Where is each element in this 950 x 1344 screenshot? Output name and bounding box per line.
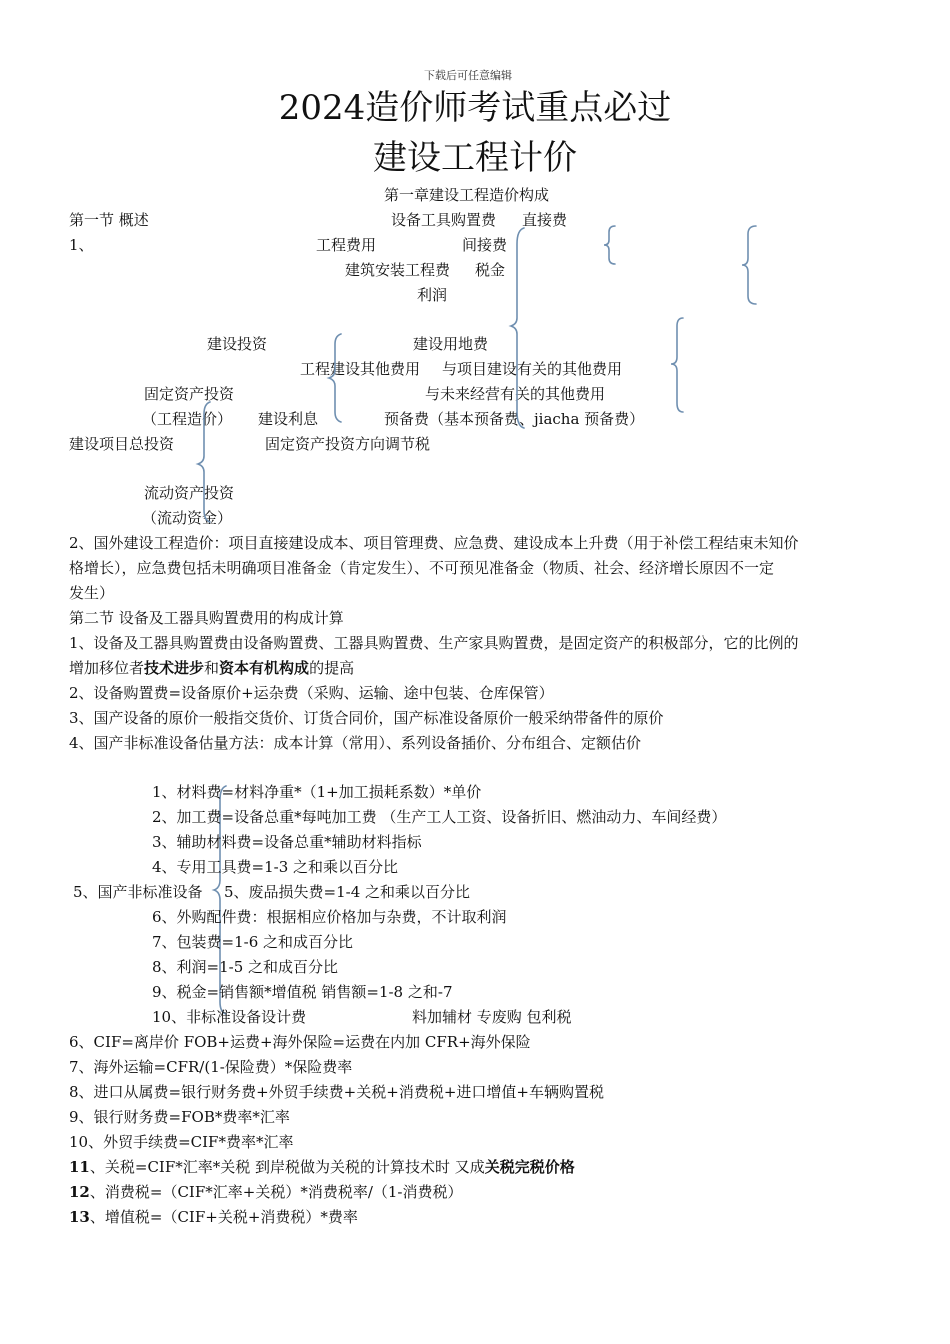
diagram-profit: 利润 (417, 286, 448, 304)
s2-p1-line1: 1、设备及工器具购置费由设备购置费、工器具购置费、生产家具购置费，是固定资产的积极部分，它的比例的 (69, 634, 799, 652)
diagram-reserve: 预备费（基本预备费、jiacha 预备费） (384, 410, 645, 428)
diagram-project-related: 与项目建设有关的其他费用 (442, 360, 623, 378)
s2-p3: 3、国产设备的原价一般指交货价、订货合同价，国产标准设备原价一般采纳带备件的原价 (69, 709, 664, 727)
s2-p1-bold-capital: 资本有机构成 (219, 659, 310, 677)
diagram-current-asset: 流动资产投资 (144, 484, 235, 502)
diagram-adjust-tax: 固定资产投资方向调节税 (265, 435, 431, 453)
s2-p11-bold: 关税完税价格 (484, 1158, 575, 1176)
diagram-total-invest: 建设项目总投资 (69, 435, 175, 453)
brace-direct-fee (604, 226, 615, 264)
s2-p9: 9、银行财务费=FOB*费率*汇率 (69, 1108, 290, 1126)
diagram-engineering-fee: 工程费用 (316, 236, 377, 254)
sub-item-8: 8、利润=1-5 之和成百分比 (152, 958, 339, 976)
diagram-other-fee: 工程建设其他费用 (300, 360, 421, 378)
s2-p11-text: 、关税=CIF*汇率*关税 到岸税做为关税的计算技术时 又成 (89, 1158, 485, 1176)
s2-p1-line2 (69, 658, 354, 678)
item2-line1: 2、国外建设工程造价：项目直接建设成本、项目管理费、应急费、建设成本上升费（用于补偿工程结束未知价 (69, 534, 799, 552)
s2-p12 (69, 1182, 463, 1202)
s2-p2: 2、设备购置费=设备原价+运杂费（采购、运输、途中包装、仓库保管） (69, 684, 554, 702)
brace-construction-install (742, 226, 756, 304)
s2-p5-label: 5、国产非标准设备 (73, 883, 203, 901)
diagram-direct-fee: 直接费 (522, 211, 568, 229)
diagram-future-ops: 与未来经营有关的其他费用 (425, 385, 606, 403)
diagram-construction-install: 建筑安装工程费 (345, 261, 451, 279)
s2-p13-text: 、增值税=（CIF+关税+消费税）*费率 (89, 1208, 358, 1226)
section2-heading: 第二节 设备及工器具购置费用的构成计算 (69, 609, 344, 627)
item2-line3: 发生） (69, 584, 115, 602)
section1-heading: 第一节 概述 (69, 211, 149, 229)
sub-item-5: 5、废品损失费=1-4 之和乘以百分比 (224, 883, 471, 901)
s2-p1-bold-tech: 技术进步 (144, 659, 205, 677)
diagram-land-fee: 建设用地费 (413, 335, 489, 353)
sub-item-1: 1、材料费=材料净重*（1+加工损耗系数）*单价 (152, 783, 482, 801)
diagram-working-capital: （流动资金） (142, 509, 233, 527)
diagram-tax: 税金 (475, 261, 506, 279)
s2-p10: 10、外贸手续费=CIF*费率*汇率 (69, 1133, 294, 1151)
s2-p13 (69, 1207, 358, 1227)
s2-p12-num: 12 (69, 1183, 90, 1201)
s2-p6: 6、CIF=离岸价 FOB+运费+海外保险=运费在内加 CFR+海外保险 (69, 1033, 531, 1051)
brace-engineering-fee (511, 228, 524, 428)
item2-line2: 格增长），应急费包括未明确项目准备金（肯定发生）、不可预见准备金（物质、社会、经济增长原因不一定 (69, 559, 775, 577)
s2-p1-text-a: 增加移位者 (69, 659, 145, 677)
brace-construction-invest (329, 334, 341, 422)
s2-p4: 4、国产非标准设备估量方法：成本计算（常用）、系列设备插价、分布组合、定额估价 (69, 734, 642, 752)
s2-p8: 8、进口从属费=银行财务费+外贸手续费+关税+消费税+进口增值+车辆购置税 (69, 1083, 604, 1101)
chapter-heading: 第一章建设工程造价构成 (384, 186, 550, 204)
diagram-eng-cost-paren: （工程造价） (142, 410, 233, 428)
diagram-construction-invest: 建设投资 (207, 335, 268, 353)
s2-p11 (69, 1157, 575, 1177)
s2-p13-num: 13 (69, 1208, 90, 1226)
s2-p1-text-e: 的提高 (309, 659, 355, 677)
sub-item-10: 10、非标准设备设计费 (152, 1008, 307, 1026)
diagram-equip-tools: 设备工具购置费 (391, 211, 497, 229)
sub-item-3: 3、辅助材料费=设备总重*辅助材料指标 (152, 833, 422, 851)
page-title: 2024造价师考试重点必过 (278, 88, 672, 128)
s2-p1-text-c: 和 (204, 659, 220, 677)
sub-item-9: 9、税金=销售额*增值税 销售额=1-8 之和-7 (152, 983, 453, 1001)
page-subtitle: 建设工程计价 (373, 138, 577, 178)
item1-number: 1、 (69, 236, 94, 254)
sub-item-2: 2、加工费=设备总重*每吨加工费 （生产工人工资、设备折旧、燃油动力、车间经费） (152, 808, 727, 826)
s2-p7: 7、海外运输=CFR/(1-保险费）*保险费率 (69, 1058, 353, 1076)
s2-p5-note: 料加辅材 专废购 包利税 (412, 1008, 572, 1026)
diagram-fixed-asset: 固定资产投资 (144, 385, 235, 403)
header-note: 下载后可任意编辑 (424, 69, 512, 82)
brace-other-fee (671, 318, 683, 412)
sub-item-7: 7、包装费=1-6 之和成百分比 (152, 933, 354, 951)
brace-total-invest (198, 402, 210, 522)
s2-p12-text: 、消费税=（CIF*汇率+关税）*消费税率/（1-消费税） (89, 1183, 463, 1201)
sub-item-6: 6、外购配件费：根据相应价格加与杂费，不计取利润 (152, 908, 507, 926)
s2-p11-num: 11 (69, 1158, 90, 1176)
diagram-interest: 建设利息 (258, 410, 319, 428)
sub-item-4: 4、专用工具费=1-3 之和乘以百分比 (152, 858, 399, 876)
diagram-indirect-fee: 间接费 (462, 236, 508, 254)
